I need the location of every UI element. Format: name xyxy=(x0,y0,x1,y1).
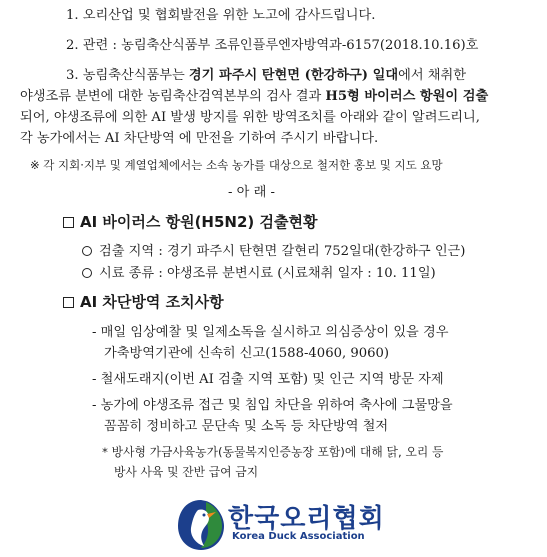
highlight-location: 경기 파주시 탄현면 (한강하구) 일대 xyxy=(188,68,399,83)
note-request: ※ 각 지회·지부 및 계열업체에서는 소속 농가를 대상으로 철저한 홍보 및 지도 요망 xyxy=(30,158,443,172)
section-1-title: AI 바이러스 항원(H5N2) 검출현황 xyxy=(63,212,317,232)
duck-logo-icon xyxy=(176,496,226,552)
item-1: 1. 오리산업 및 협회발전을 위한 노고에 감사드립니다. xyxy=(66,8,376,23)
association-logo xyxy=(176,496,385,552)
below-heading: - 아 래 - xyxy=(228,185,275,200)
circle-bullet-icon xyxy=(82,246,92,256)
bullet-1-line-2: 가축방역기관에 신속히 신고(1588-4060, 9060) xyxy=(104,346,390,361)
section-2-title: AI 차단방역 조치사항 xyxy=(63,292,224,312)
item-3-line-1: 3. 농림축산식품부는 경기 파주시 탄현면 (한강하구) 일대에서 채취한 xyxy=(66,68,466,83)
bullet-3-line-2: 꼼꼼히 정비하고 문단속 및 소독 등 차단방역 철저 xyxy=(104,419,389,434)
logo-name-english: Korea Duck Association xyxy=(232,531,365,542)
checkbox-square-icon xyxy=(63,297,74,308)
bullet-2: - 철새도래지(이번 AI 검출 지역 포함) 및 인근 지역 방문 자제 xyxy=(92,372,444,387)
note-line-2: 방사 사육 및 잔반 급여 금지 xyxy=(114,465,259,479)
circle-bullet-icon xyxy=(82,268,92,278)
logo-name-korean: 한국오리협회 xyxy=(228,504,385,534)
item-3-line-3: 되어, 야생조류에 의한 AI 발생 방지를 위한 방역조치를 아래와 같이 알려드리니, xyxy=(20,110,480,125)
sample-type: 시료 종류 : 야생조류 분변시료 (시료채취 일자 : 10. 11일) xyxy=(82,264,436,284)
checkbox-square-icon xyxy=(63,217,74,228)
item-2: 2. 관련 : 농림축산식품부 조류인플루엔자방역과-6157(2018.10.16)호 xyxy=(66,38,479,53)
bullet-3-line-1: - 농가에 야생조류 접근 및 침입 차단을 위하여 축사에 그물망을 xyxy=(92,398,453,413)
item-3-line-4: 각 농가에서는 AI 차단방역 에 만전을 기하여 주시기 바랍니다. xyxy=(20,131,379,146)
item-3-line-2: 야생조류 분변에 대한 농림축산검역본부의 검사 결과 H5형 바이러스 항원이 검출 xyxy=(20,89,489,104)
highlight-detection: H5형 바이러스 항원이 검출 xyxy=(325,89,489,104)
detect-area: 검출 지역 : 경기 파주시 탄현면 갈현리 752일대(한강하구 인근) xyxy=(82,242,465,262)
bullet-1-line-1: - 매일 임상예찰 및 일제소독을 실시하고 의심증상이 있을 경우 xyxy=(92,325,449,340)
note-line-1: * 방사형 가금사육농가(동물복지인증농장 포함)에 대해 닭, 오리 등 xyxy=(102,445,444,459)
